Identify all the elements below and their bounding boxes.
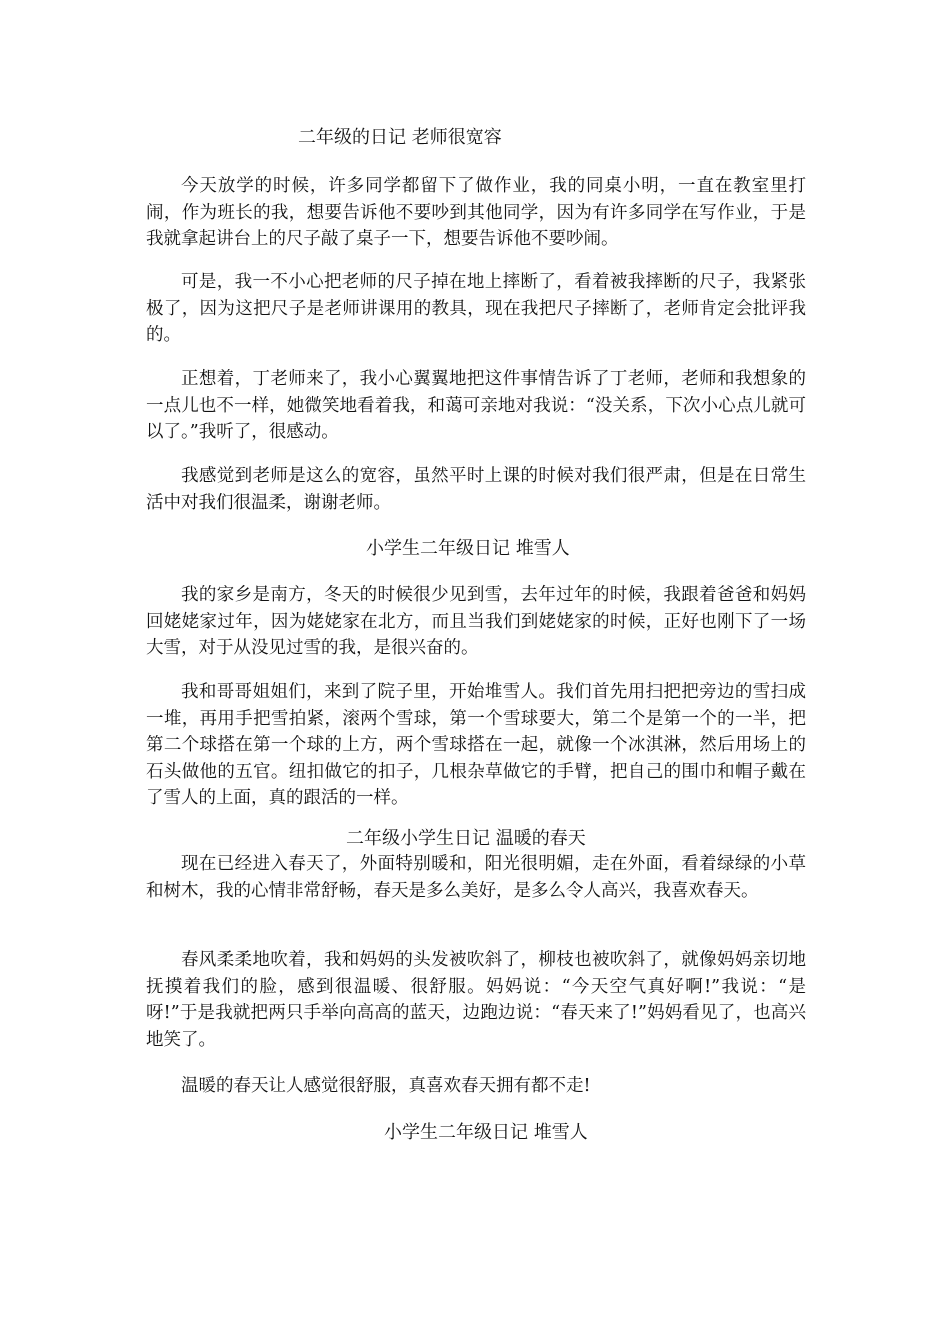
- paragraph: 春风柔柔地吹着，我和妈妈的头发被吹斜了，柳枝也被吹斜了，就像妈妈亲切地抚摸着我们的脸，感到很温暖、很舒服。妈妈说：“今天空气真好啊!”我说：“是呀!”于是我就把两只手举向高高的蓝天，边跑边说：“春天来了!”妈妈看见了，也高兴地笑了。: [146, 950, 806, 1050]
- section-title: 二年级的日记 老师很宽容: [298, 127, 502, 148]
- section-title: 小学生二年级日记 堆雪人: [384, 1122, 588, 1143]
- paragraph: 现在已经进入春天了，外面特别暖和，阳光很明媚，走在外面，看着绿绿的小草和树木，我的心情非常舒畅，春天是多么美好，是多么令人高兴，我喜欢春天。: [146, 854, 806, 901]
- paragraph: 正想着，丁老师来了，我小心翼翼地把这件事情告诉了丁老师，老师和我想象的一点儿也不一样，她微笑地看着我，和蔼可亲地对我说：“没关系，下次小心点儿就可以了。”我听了，很感动。: [146, 369, 806, 442]
- paragraph: 我的家乡是南方，冬天的时候很少见到雪，去年过年的时候，我跟着爸爸和妈妈回姥姥家过年，因为姥姥家在北方，而且当我们到姥姥家的时候，正好也刚下了一场大雪，对于从没见过雪的我，是很兴奋的。: [146, 585, 806, 658]
- paragraph: 温暖的春天让人感觉很舒服，真喜欢春天拥有都不走!: [181, 1076, 591, 1096]
- paragraph: 我和哥哥姐姐们，来到了院子里，开始堆雪人。我们首先用扫把把旁边的雪扫成一堆，再用手把雪拍紧，滚两个雪球，第一个雪球要大，第二个是第一个的一半，把第二个球搭在第一个球的上方，两个雪球搭在一起，就像一个冰淇淋，然后用场上的石头做他的五官。纽扣做它的扣子，几根杂草做它的手臂，把自己的围巾和帽子戴在了雪人的上面，真的跟活的一样。: [146, 682, 806, 808]
- paragraph: 我感觉到老师是这么的宽容，虽然平时上课的时候对我们很严肃，但是在日常生活中对我们很温柔，谢谢老师。: [146, 466, 806, 513]
- paragraph: 可是，我一不小心把老师的尺子掉在地上摔断了，看着被我摔断的尺子，我紧张极了，因为这把尺子是老师讲课用的教具，现在我把尺子摔断了，老师肯定会批评我的。: [146, 272, 806, 345]
- section-title: 二年级小学生日记 温暖的春天: [346, 828, 586, 849]
- section-title: 小学生二年级日记 堆雪人: [366, 538, 570, 559]
- paragraph: 今天放学的时候，许多同学都留下了做作业，我的同桌小明，一直在教室里打闹，作为班长的我，想要告诉他不要吵到其他同学，因为有许多同学在写作业，于是我就拿起讲台上的尺子敲了桌子一下，想要告诉他不要吵闹。: [146, 176, 806, 249]
